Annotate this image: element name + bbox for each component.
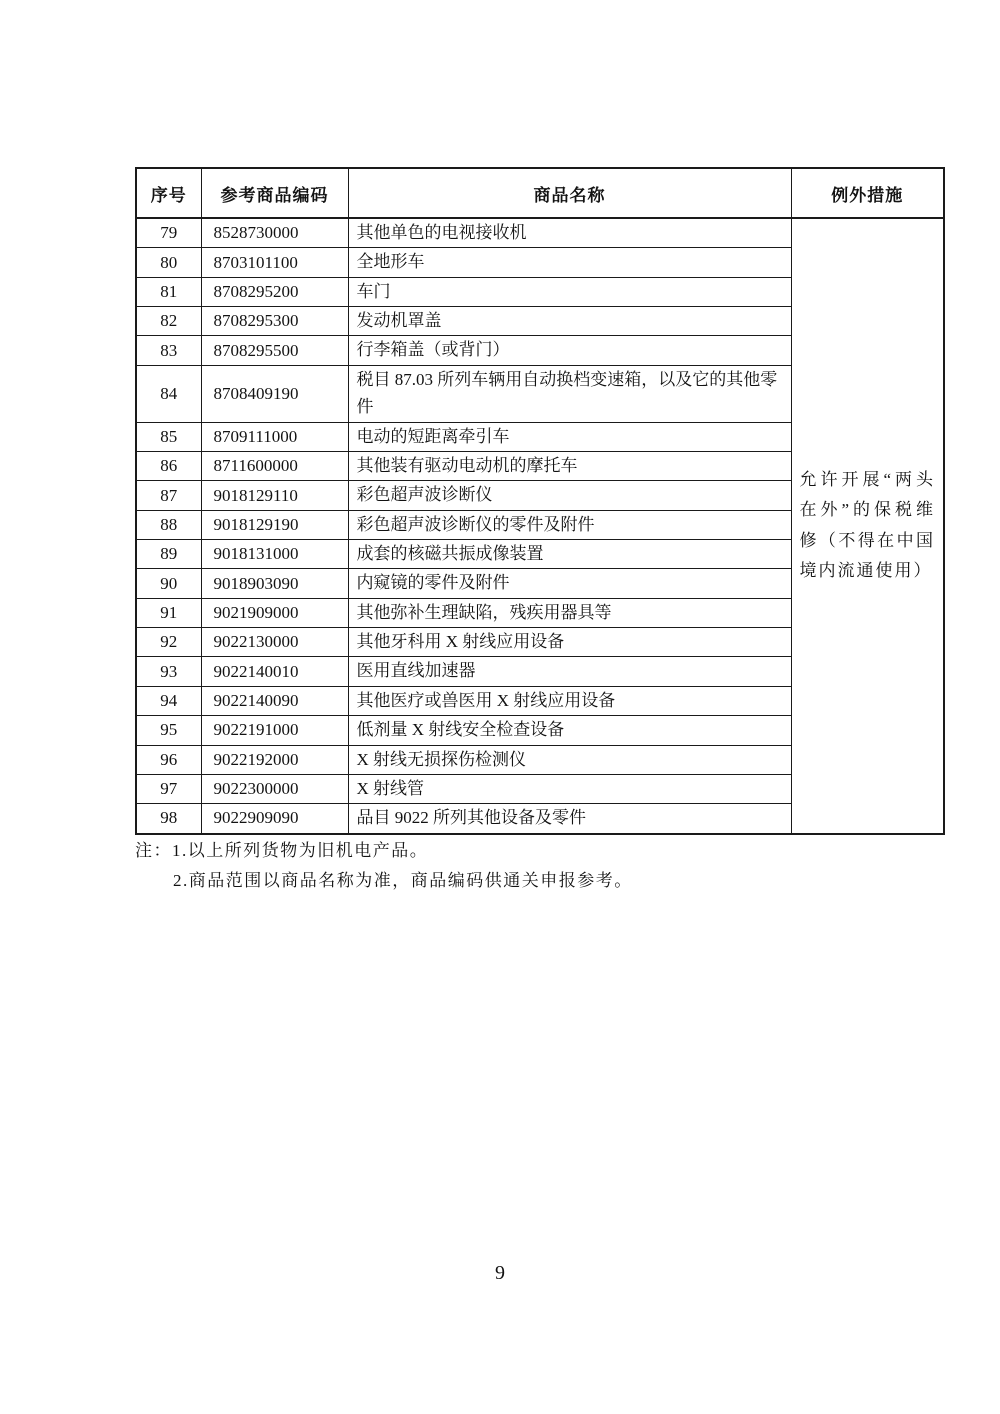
row-name: 其他弥补生理缺陷，残疾用器具等	[348, 598, 791, 627]
row-code: 9022191000	[201, 716, 348, 745]
row-seq: 89	[136, 540, 201, 569]
footnote-line-2	[135, 866, 633, 896]
row-name: 车门	[348, 277, 791, 306]
footnote-label: 注：	[135, 841, 172, 860]
row-name: 低剂量 X 射线安全检查设备	[348, 716, 791, 745]
row-seq: 96	[136, 745, 201, 774]
row-seq: 86	[136, 452, 201, 481]
row-code: 9022192000	[201, 745, 348, 774]
row-name: 其他医疗或兽医用 X 射线应用设备	[348, 686, 791, 715]
footnote-item-1: 1.以上所列货物为旧机电产品。	[172, 841, 429, 860]
row-seq: 90	[136, 569, 201, 598]
row-name: 其他装有驱动电动机的摩托车	[348, 452, 791, 481]
row-seq: 98	[136, 804, 201, 834]
row-seq: 81	[136, 277, 201, 306]
row-code: 9021909000	[201, 598, 348, 627]
footnotes	[135, 836, 633, 896]
row-name: 其他单色的电视接收机	[348, 218, 791, 248]
row-seq: 91	[136, 598, 201, 627]
row-code: 8709111000	[201, 422, 348, 451]
header-exception: 例外措施	[791, 168, 944, 218]
row-name: 成套的核磁共振成像装置	[348, 540, 791, 569]
row-code: 8711600000	[201, 452, 348, 481]
row-name: 全地形车	[348, 248, 791, 277]
row-code: 8708295500	[201, 336, 348, 365]
row-seq: 82	[136, 307, 201, 336]
row-seq: 87	[136, 481, 201, 510]
row-seq: 88	[136, 510, 201, 539]
row-seq: 83	[136, 336, 201, 365]
row-seq: 79	[136, 218, 201, 248]
footnote-item-2: 2.商品范围以商品名称为准，商品编码供通关申报参考。	[173, 871, 633, 890]
row-code: 8703101100	[201, 248, 348, 277]
row-seq: 92	[136, 628, 201, 657]
row-name: X 射线管	[348, 774, 791, 803]
row-code: 8708295300	[201, 307, 348, 336]
row-name: 行李箱盖（或背门）	[348, 336, 791, 365]
row-code: 9022909090	[201, 804, 348, 834]
row-name: 发动机罩盖	[348, 307, 791, 336]
row-code: 9022140090	[201, 686, 348, 715]
row-seq: 85	[136, 422, 201, 451]
row-name: 电动的短距离牵引车	[348, 422, 791, 451]
header-seq: 序号	[136, 168, 201, 218]
table-header-row	[136, 168, 944, 218]
row-name: 彩色超声波诊断仪的零件及附件	[348, 510, 791, 539]
row-seq: 80	[136, 248, 201, 277]
row-name: 内窥镜的零件及附件	[348, 569, 791, 598]
row-code: 8708295200	[201, 277, 348, 306]
row-code: 8708409190	[201, 365, 348, 422]
row-code: 9018903090	[201, 569, 348, 598]
row-seq: 97	[136, 774, 201, 803]
row-name: X 射线无损探伤检测仪	[348, 745, 791, 774]
row-seq: 95	[136, 716, 201, 745]
row-name: 医用直线加速器	[348, 657, 791, 686]
table-row	[136, 218, 944, 248]
row-code: 9018129190	[201, 510, 348, 539]
row-code: 9018131000	[201, 540, 348, 569]
row-name: 品目 9022 所列其他设备及零件	[348, 804, 791, 834]
row-name: 其他牙科用 X 射线应用设备	[348, 628, 791, 657]
exception-measures-cell: 允许开展“两头在外”的保税维修（不得在中国境内流通使用）	[791, 218, 944, 834]
row-seq: 94	[136, 686, 201, 715]
footnote-line-1	[135, 836, 633, 866]
row-name: 税目 87.03 所列车辆用自动换档变速箱，以及它的其他零件	[348, 365, 791, 422]
page-number: 9	[495, 1262, 505, 1284]
row-name: 彩色超声波诊断仪	[348, 481, 791, 510]
row-seq: 84	[136, 365, 201, 422]
row-seq: 93	[136, 657, 201, 686]
header-code: 参考商品编码	[201, 168, 348, 218]
row-code: 9022130000	[201, 628, 348, 657]
goods-table	[135, 167, 945, 835]
row-code: 9022140010	[201, 657, 348, 686]
header-name: 商品名称	[348, 168, 791, 218]
row-code: 8528730000	[201, 218, 348, 248]
row-code: 9018129110	[201, 481, 348, 510]
row-code: 9022300000	[201, 774, 348, 803]
